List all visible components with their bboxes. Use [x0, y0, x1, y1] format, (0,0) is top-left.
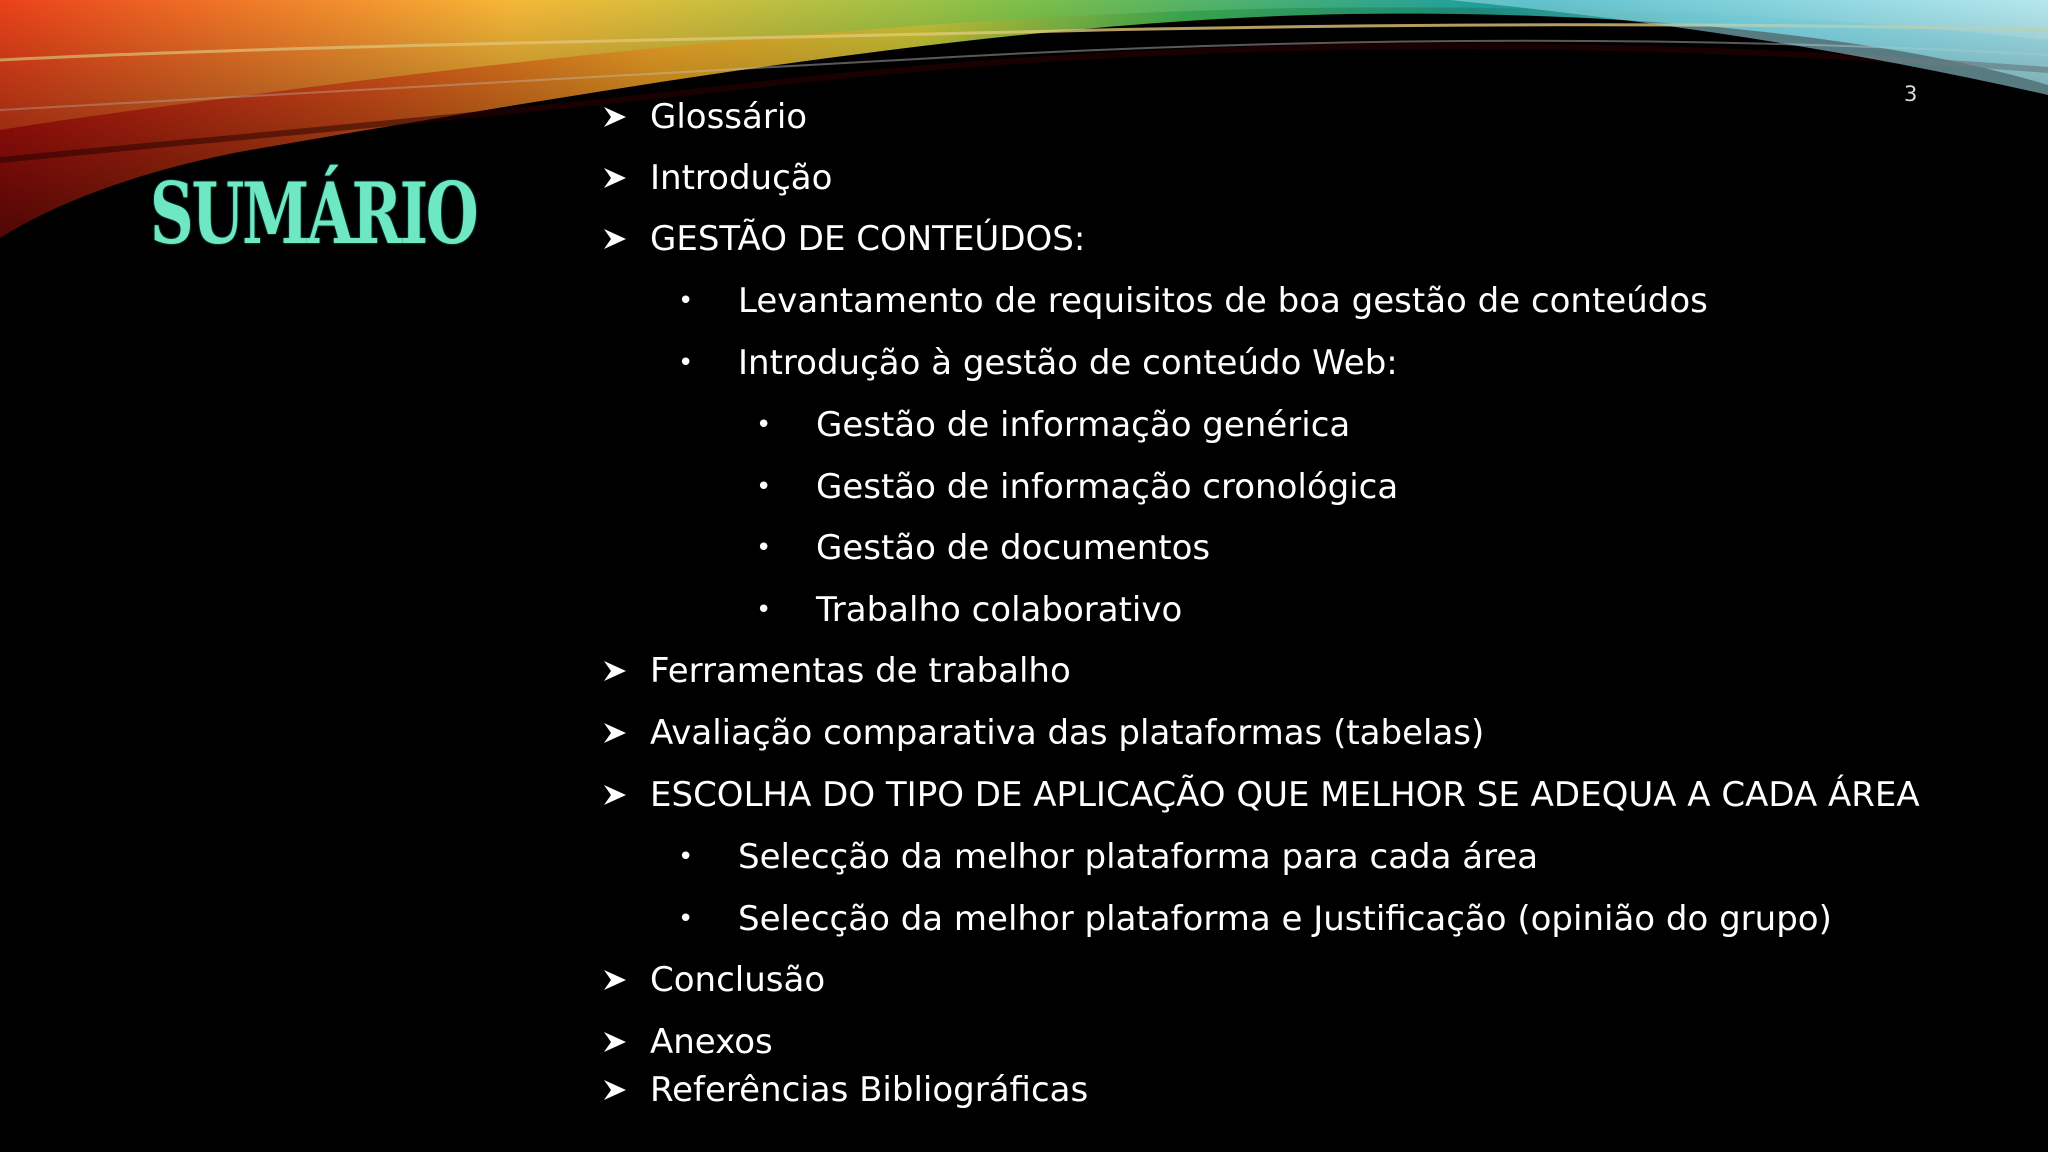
arrow-icon — [602, 166, 650, 190]
bullet-icon: • — [678, 904, 694, 934]
list-item — [678, 894, 1832, 944]
arrow-icon — [602, 721, 650, 745]
list-item — [678, 832, 1538, 882]
list-item-text: Conclusão — [650, 960, 826, 1000]
bullet-icon: • — [678, 286, 694, 316]
list-item — [602, 1065, 1088, 1115]
list-item-text: Avaliação comparativa das plataformas (tabelas) — [650, 713, 1485, 753]
list-item-text: Selecção da melhor plataforma e Justificação (opinião do grupo) — [738, 899, 1832, 939]
list-item-text: Gestão de informação cronológica — [816, 467, 1399, 507]
list-item — [602, 1017, 773, 1067]
bullet-icon: • — [678, 842, 694, 872]
slide-title: SUMÁRIO — [150, 164, 477, 263]
list-item — [602, 770, 1920, 820]
list-item-text: Trabalho colaborativo — [816, 590, 1183, 630]
list-item — [678, 276, 1708, 326]
list-item — [756, 400, 1350, 450]
list-item-text: Selecção da melhor plataforma para cada área — [738, 837, 1539, 877]
list-item — [602, 646, 1071, 696]
arrow-icon — [602, 1078, 650, 1102]
slide-number: 3 — [1904, 82, 1918, 106]
list-item — [602, 92, 807, 142]
list-item — [602, 153, 832, 203]
list-item — [602, 214, 1085, 264]
list-item-text: Ferramentas de trabalho — [650, 651, 1071, 691]
list-item-text: Glossário — [650, 97, 808, 137]
arrow-icon — [602, 783, 650, 807]
list-item-text: GESTÃO DE CONTEÚDOS: — [650, 219, 1086, 259]
list-item-text: ESCOLHA DO TIPO DE APLICAÇÃO QUE MELHOR SE ADEQUA A CADA ÁREA — [650, 775, 1920, 815]
arrow-icon — [602, 968, 650, 992]
bullet-icon: • — [756, 595, 772, 625]
list-item — [756, 585, 1182, 635]
arrow-icon — [602, 659, 650, 683]
bullet-icon: • — [756, 533, 772, 563]
list-item — [602, 955, 825, 1005]
bullet-icon: • — [756, 472, 772, 502]
list-item — [602, 708, 1484, 758]
list-item-text: Referências Bibliográficas — [650, 1070, 1089, 1110]
list-item-text: Introdução — [650, 158, 833, 198]
list-item-text: Gestão de documentos — [816, 528, 1211, 568]
bullet-icon: • — [756, 410, 772, 440]
list-item-text: Levantamento de requisitos de boa gestão de conteúdos — [738, 281, 1708, 321]
arrow-icon — [602, 227, 650, 251]
list-item — [756, 462, 1398, 512]
arrow-icon — [602, 1030, 650, 1054]
arrow-icon — [602, 105, 650, 129]
list-item-text: Gestão de informação genérica — [816, 405, 1351, 445]
list-item-text: Anexos — [650, 1022, 773, 1062]
bullet-icon: • — [678, 348, 694, 378]
list-item — [678, 338, 1398, 388]
list-item-text: Introdução à gestão de conteúdo Web: — [738, 343, 1398, 383]
list-item — [756, 523, 1210, 573]
